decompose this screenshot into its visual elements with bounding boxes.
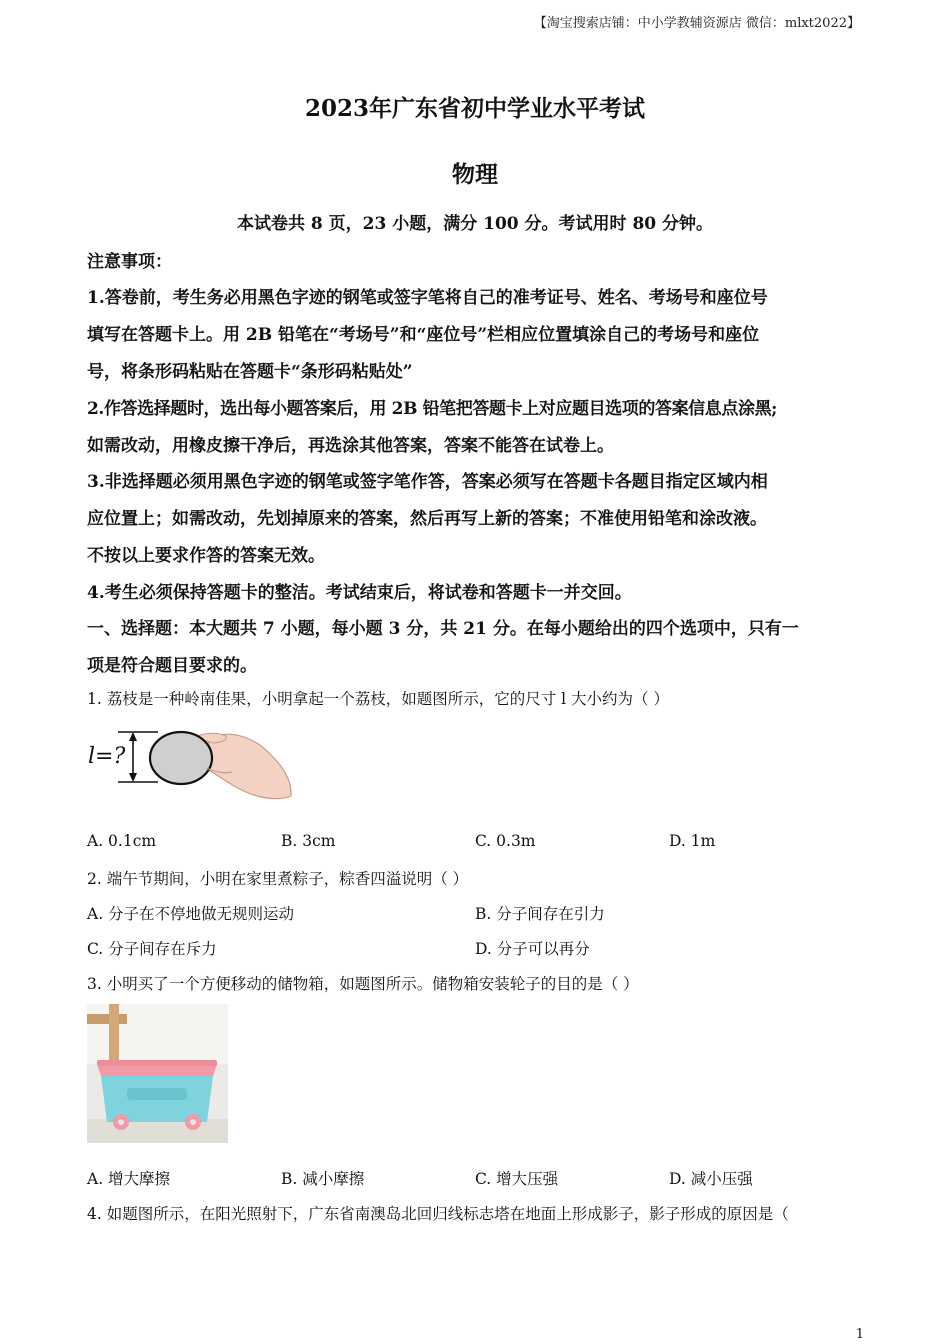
note-line: 如需改动，用橡皮擦干净后，再选涂其他答案，答案不能答在试卷上。 [87, 436, 614, 456]
notes-heading: 注意事项： [87, 252, 172, 272]
section-heading-cont: 项是符合题目要求的。 [87, 656, 257, 676]
note-line: 号，将条形码粘贴在答题卡“条形码粘贴处” [87, 362, 413, 382]
length-label: l=? [88, 744, 126, 769]
option-a: A. 0.1cm [87, 832, 157, 850]
lychee-figure [86, 722, 296, 808]
option-b: B. 3cm [281, 832, 336, 850]
option-d: D. 分子可以再分 [475, 940, 590, 958]
question-2-stem: 2. 端午节期间，小明在家里煮粽子，粽香四溢说明（ ） [87, 870, 469, 888]
option-b: B. 分子间存在引力 [475, 905, 605, 923]
note-line: 1.答卷前，考生务必用黑色字迹的钢笔或签字笔将自己的准考证号、姓名、考场号和座位号 [87, 288, 768, 308]
note-line: 不按以上要求作答的答案无效。 [87, 546, 325, 566]
question-1-stem: 1. 荔枝是一种岭南佳果，小明拿起一个荔枝，如题图所示，它的尺寸 l 大小约为（ ） [87, 690, 669, 708]
option-a: A. 增大摩擦 [87, 1170, 171, 1188]
page-number: 1 [855, 1327, 864, 1342]
option-c: C. 增大压强 [475, 1170, 559, 1188]
note-line: 应位置上；如需改动，先划掉原来的答案，然后再写上新的答案；不准使用铅笔和涂改液。 [87, 509, 767, 529]
question-4-stem: 4. 如题图所示，在阳光照射下，广东省南澳岛北回归线标志塔在地面上形成影子，影子形成的原因是（ [87, 1205, 789, 1223]
note-line: 4.考生必须保持答题卡的整洁。考试结束后，将试卷和答题卡一并交回。 [87, 583, 632, 603]
note-line: 2.作答选择题时，选出每小题答案后，用 2B 铅笔把答题卡上对应题目选项的答案信息点涂黑; [87, 399, 778, 419]
option-d: D. 1m [669, 832, 716, 850]
option-d: D. 减小压强 [669, 1170, 753, 1188]
header-banner: 【淘宝搜索店铺：中小学教辅资源店 微信：mlxt2022】 [533, 16, 860, 31]
option-c: C. 0.3m [475, 832, 536, 850]
note-line: 填写在答题卡上。用 2B 铅笔在“考场号”和“座位号”栏相应位置填涂自己的考场号和座位 [87, 325, 760, 345]
note-line: 3.非选择题必须用黑色字迹的钢笔或签字笔作答，答案必须写在答题卡各题目指定区域内相 [87, 472, 768, 492]
exam-title: 2023年广东省初中学业水平考试 [304, 95, 645, 122]
subject-title: 物理 [452, 161, 498, 188]
section-heading: 一、选择题：本大题共 7 小题，每小题 3 分，共 21 分。在每小题给出的四个选项中，只有一 [87, 619, 799, 639]
option-b: B. 减小摩擦 [281, 1170, 365, 1188]
question-3-stem: 3. 小明买了一个方便移动的储物箱，如题图所示。储物箱安装轮子的目的是（ ） [87, 975, 639, 993]
exam-info: 本试卷共 8 页，23 小题，满分 100 分。考试用时 80 分钟。 [236, 214, 714, 234]
option-a: A. 分子在不停地做无规则运动 [87, 905, 295, 923]
storage-box-photo [87, 1004, 228, 1143]
option-c: C. 分子间存在斥力 [87, 940, 217, 958]
